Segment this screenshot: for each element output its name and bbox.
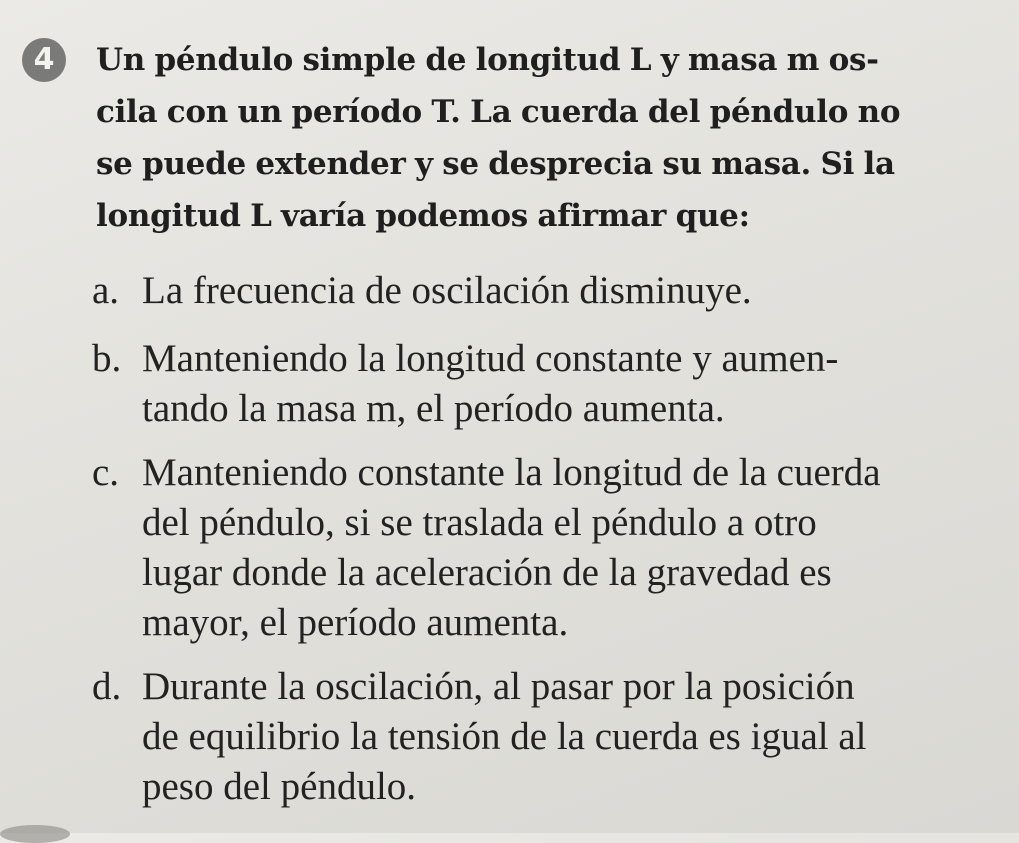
option-letter: a. bbox=[92, 269, 120, 312]
option-text: tando la masa m, el período aumenta. bbox=[142, 387, 725, 430]
option-a bbox=[92, 266, 992, 316]
stem-line: longitud L varía podemos afirmar que: bbox=[96, 198, 750, 234]
stem-line: Un péndulo simple de longitud L y masa m os- bbox=[96, 42, 879, 78]
option-text: mayor, el período aumenta. bbox=[142, 601, 569, 644]
option-letter: b. bbox=[92, 337, 122, 380]
option-text: del péndulo, si se traslada el péndulo a otro bbox=[142, 501, 817, 544]
option-text: La frecuencia de oscilación disminuye. bbox=[142, 269, 752, 312]
option-text: de equilibrio la tensión de la cuerda es igual al bbox=[142, 715, 867, 758]
option-text: lugar donde la aceleración de la gravedad es bbox=[142, 551, 832, 594]
option-letter: c. bbox=[92, 451, 120, 494]
stem-line: cila con un período T. La cuerda del péndulo no bbox=[96, 94, 901, 130]
option-text: peso del péndulo. bbox=[142, 765, 417, 808]
question-number-badge: 4 bbox=[22, 38, 66, 82]
option-text: Manteniendo la longitud constante y aumen- bbox=[142, 337, 839, 380]
option-d bbox=[92, 662, 992, 812]
option-text: Durante la oscilación, al pasar por la posición bbox=[142, 665, 855, 708]
page-corner-mark bbox=[0, 825, 70, 843]
question-stem bbox=[96, 34, 996, 242]
stem-line: se puede extender y se desprecia su masa. Si la bbox=[96, 146, 895, 182]
option-b bbox=[92, 334, 992, 434]
option-text: Manteniendo constante la longitud de la cuerda bbox=[142, 451, 881, 494]
option-c bbox=[92, 448, 992, 648]
option-letter: d. bbox=[92, 665, 122, 708]
